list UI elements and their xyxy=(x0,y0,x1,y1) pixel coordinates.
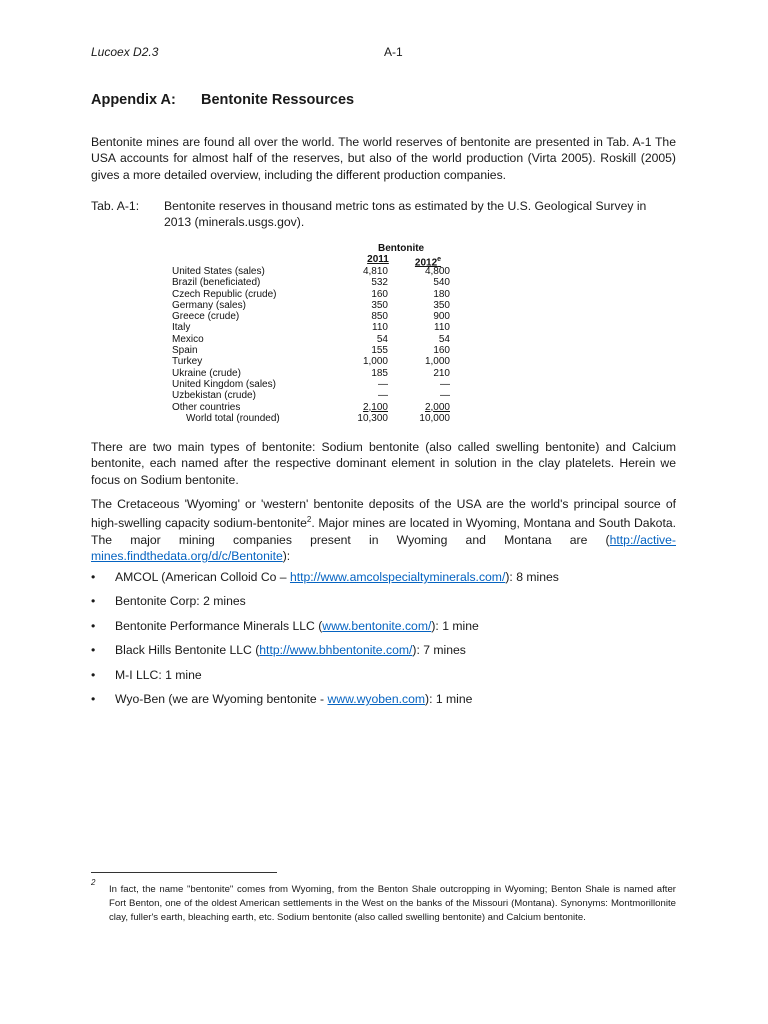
company-list-item xyxy=(91,593,676,617)
company-text: Bentonite Corp: 2 mines xyxy=(115,594,246,609)
table-row xyxy=(172,334,452,345)
estimate-marker: e xyxy=(437,256,442,263)
appendix-title: Bentonite Ressources xyxy=(201,92,355,108)
table-row xyxy=(172,368,452,379)
value-2012-cell: 4,800 xyxy=(424,266,450,277)
footnote-separator xyxy=(91,872,277,873)
total-2012: 10,000 xyxy=(419,412,450,424)
company-list-item xyxy=(91,691,676,715)
value-2011-cell: 2,100 xyxy=(362,401,388,413)
value-2012-cell: 54 xyxy=(438,333,450,345)
company-text: Black Hills Bentonite LLC ( xyxy=(115,643,260,658)
company-link[interactable]: http://www.bhbentonite.com/ xyxy=(259,643,413,658)
bullet-icon: • xyxy=(91,594,96,609)
value-2011-cell: 4,810 xyxy=(362,266,388,277)
table-row xyxy=(172,289,452,300)
value-2011-cell: — xyxy=(378,390,388,402)
value-2011-cell: 155 xyxy=(371,345,388,357)
company-link[interactable]: www.bentonite.com/ xyxy=(322,618,432,633)
table-total-row xyxy=(172,413,452,424)
country-cell: Other countries xyxy=(172,401,241,413)
value-2011-cell: 185 xyxy=(371,367,388,379)
value-2011-cell: 350 xyxy=(371,299,388,311)
company-link[interactable]: www.wyoben.com xyxy=(327,691,426,706)
active-mines-link[interactable]: http://active-mines.findthedata.org/d/c/Bentonite xyxy=(91,532,676,563)
value-2011-cell: 532 xyxy=(371,277,388,289)
header-doc-id: Lucoex D2.3 xyxy=(91,45,159,59)
value-2012-cell: 540 xyxy=(433,277,450,289)
wyoming-text-3: ): xyxy=(282,548,291,563)
country-cell: Greece (crude) xyxy=(172,311,240,323)
intro-paragraph: Bentonite mines are found all over the world. The world reserves of bentonite are presented in Tab. A-1 The USA accounts for almost half of the reserves, but also of the world production (Virta 2005). Roskill (2005) gives a more detailed overview, including the different production companies. xyxy=(91,135,676,182)
company-list-item xyxy=(91,618,676,642)
bullet-icon: • xyxy=(91,618,96,633)
company-text: AMCOL (American Colloid Co – xyxy=(115,570,290,584)
country-cell: Germany (sales) xyxy=(172,299,246,311)
bullet-icon: • xyxy=(91,691,96,706)
company-link[interactable]: http://www.amcolspecialtyminerals.com/ xyxy=(289,570,506,584)
table-row xyxy=(172,266,452,277)
caption-label: Tab. A-1: xyxy=(91,199,140,213)
table-row xyxy=(172,277,452,288)
appendix-number: Appendix A: xyxy=(91,92,176,108)
table-row xyxy=(172,390,452,401)
table-row xyxy=(172,379,452,390)
value-2012-cell: — xyxy=(440,378,450,390)
value-2011-cell: — xyxy=(378,378,388,390)
bullet-icon: • xyxy=(91,570,96,584)
total-label: World total (rounded) xyxy=(186,412,280,424)
table-group-header: Bentonite xyxy=(378,243,425,254)
header-page-number: A-1 xyxy=(384,45,403,59)
footnote-reference: 2 xyxy=(306,515,312,525)
company-mine-count: ): 7 mines xyxy=(412,643,466,658)
country-cell: United Kingdom (sales) xyxy=(172,378,276,390)
value-2012-cell: 1,000 xyxy=(424,356,450,368)
value-2012-cell: 180 xyxy=(433,288,450,300)
value-2011-cell: 1,000 xyxy=(362,356,388,368)
bullet-icon: • xyxy=(91,643,96,658)
types-paragraph: There are two main types of bentonite: Sodium bentonite (also called swelling bentonite) and Calcium bentonite, each named after the respective dominant element in solution in the clay platelets. Herein we focus on Sodium bentonite. xyxy=(91,440,676,487)
wyoming-paragraph xyxy=(91,496,676,564)
country-cell: Uzbekistan (crude) xyxy=(172,390,256,402)
bullet-icon: • xyxy=(91,667,96,682)
table-row xyxy=(172,402,452,413)
table-row xyxy=(172,322,452,333)
company-text: Wyo-Ben (we are Wyoming bentonite - xyxy=(115,691,328,706)
table-row xyxy=(172,300,452,311)
value-2012-cell: 350 xyxy=(433,299,450,311)
company-mine-count: ): 1 mine xyxy=(431,618,479,633)
country-cell: Turkey xyxy=(172,356,203,368)
company-mine-count: ): 8 mines xyxy=(505,570,559,584)
value-2012-cell: 160 xyxy=(433,345,450,357)
company-list-item xyxy=(91,667,676,691)
table-body xyxy=(172,266,452,424)
wyoming-text-1: The Cretaceous 'Wyoming' or 'western' bentonite deposits of the USA are the world's principal source of high-swelling capacity sodium-bentonite xyxy=(91,497,676,531)
footnote-text: In fact, the name "bentonite" comes from Wyoming, from the Benton Shale outcropping in Wyoming; Benton Shale is named after Fort Benton, one of the oldest American settlements in the West on the banks of the Missouri (Montana). Synonyms: Montmorillonite clay, fuller's earth, bleaching earth, etc. Sodium bentonite (also called swelling bentonite) and Calcium bentonite. xyxy=(109,884,676,924)
col-header-2011: 2011 xyxy=(367,254,389,265)
country-cell: United States (sales) xyxy=(172,266,265,277)
company-mine-count: ): 1 mine xyxy=(425,691,473,706)
caption-text: Bentonite reserves in thousand metric tons as estimated by the U.S. Geological Survey in 2013 (minerals.usgs.gov). xyxy=(164,199,647,230)
mining-companies-list xyxy=(91,569,676,715)
table-row xyxy=(172,311,452,322)
appendix-heading xyxy=(91,92,354,108)
country-cell: Czech Republic (crude) xyxy=(172,288,277,300)
value-2012-cell: 110 xyxy=(434,322,450,334)
col-header-2012-year: 2012 xyxy=(414,257,438,269)
wyoming-text-2: . Major mines are located in Wyoming, Montana and South Dakota. The major mining companies present in Wyoming and Montana are ( xyxy=(91,516,676,547)
value-2012-cell: — xyxy=(440,390,450,402)
footnote-mark: 2 xyxy=(91,878,96,887)
total-2011: 10,300 xyxy=(357,412,388,424)
value-2012-cell: 2,000 xyxy=(424,401,450,413)
country-cell: Mexico xyxy=(172,333,204,345)
country-cell: Ukraine (crude) xyxy=(172,367,241,379)
country-cell: Brazil (beneficiated) xyxy=(172,277,261,289)
country-cell: Italy xyxy=(172,322,191,334)
value-2011-cell: 110 xyxy=(372,322,388,334)
table-row xyxy=(172,356,452,367)
company-list-item xyxy=(91,569,676,593)
table-row xyxy=(172,345,452,356)
value-2012-cell: 210 xyxy=(433,367,450,379)
value-2012-cell: 900 xyxy=(433,311,450,323)
company-text: Bentonite Performance Minerals LLC ( xyxy=(115,618,323,633)
company-list-item xyxy=(91,642,676,666)
value-2011-cell: 54 xyxy=(376,333,388,345)
value-2011-cell: 850 xyxy=(371,311,388,323)
company-text: M-I LLC: 1 mine xyxy=(115,667,202,682)
country-cell: Spain xyxy=(172,345,198,357)
value-2011-cell: 160 xyxy=(371,288,388,300)
